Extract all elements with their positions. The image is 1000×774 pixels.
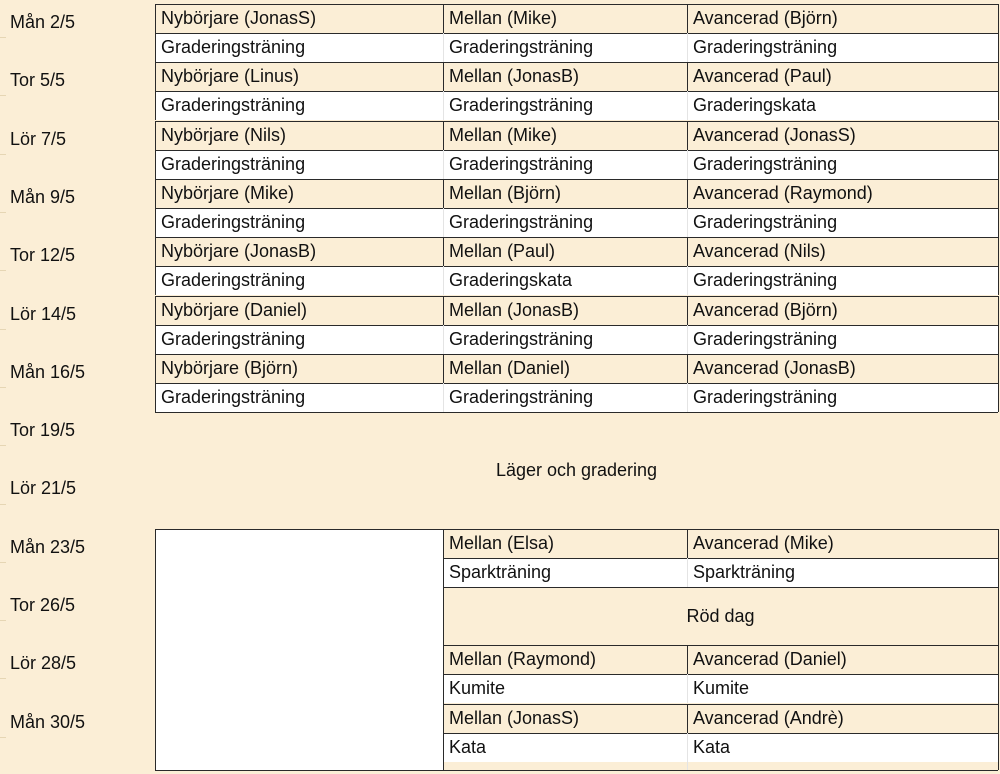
grid-line: [155, 33, 998, 34]
topic-cell[interactable]: Graderingsträning: [688, 150, 998, 179]
session-cell[interactable]: Avancerad (Björn): [688, 4, 998, 33]
holiday-note: Röd dag: [686, 605, 755, 626]
grid-line: [687, 296, 688, 325]
grid-line: [443, 150, 444, 179]
grid-line: [155, 325, 998, 326]
grid-line: [443, 237, 444, 266]
session-cell[interactable]: Avancerad (Nils): [688, 237, 998, 266]
date-label: Lör 7/5: [10, 129, 67, 149]
grid-line: [687, 354, 688, 383]
grid-line: [155, 179, 156, 237]
row-tick: [0, 620, 6, 621]
grid-line: [155, 91, 998, 92]
session-cell[interactable]: Mellan (Daniel): [444, 354, 687, 383]
grid-line: [687, 237, 688, 266]
grid-line: [443, 558, 998, 559]
topic-cell[interactable]: Graderingsträning: [688, 208, 998, 237]
session-cell[interactable]: Nybörjare (Mike): [156, 179, 443, 208]
grid-line: [155, 62, 998, 63]
grid-line: [687, 179, 688, 208]
date-label: Lör 14/5: [10, 304, 77, 324]
date-label: Mån 9/5: [10, 187, 76, 207]
row-tick: [0, 562, 6, 563]
grid-line: [443, 208, 444, 237]
grid-line: [443, 529, 444, 770]
session-cell[interactable]: Mellan (Elsa): [444, 529, 687, 558]
row-tick: [0, 445, 6, 446]
session-cell[interactable]: Avancerad (JonasS): [688, 121, 998, 150]
topic-cell[interactable]: Graderingsträning: [156, 383, 443, 412]
topic-cell[interactable]: Graderingsträning: [156, 150, 443, 179]
row-tick: [0, 37, 6, 38]
grid-line: [687, 33, 688, 62]
session-cell[interactable]: Mellan (Björn): [444, 179, 687, 208]
grid-line: [443, 645, 998, 646]
grid-line: [443, 62, 444, 91]
grid-line: [155, 412, 998, 413]
grid-line: [998, 121, 999, 179]
session-cell[interactable]: Mellan (Raymond): [444, 645, 687, 674]
grid-line: [443, 587, 998, 588]
session-cell[interactable]: Nybörjare (Daniel): [156, 296, 443, 325]
grid-line: [155, 4, 156, 62]
row-tick: [0, 154, 6, 155]
session-cell[interactable]: Nybörjare (Linus): [156, 62, 443, 91]
topic-cell[interactable]: Graderingsträning: [444, 383, 687, 412]
topic-cell[interactable]: Graderingsträning: [444, 150, 687, 179]
grid-line: [155, 179, 998, 180]
topic-cell[interactable]: Kumite: [444, 674, 687, 703]
grid-line: [443, 296, 444, 325]
grid-line: [443, 121, 444, 150]
grid-line: [443, 91, 444, 120]
topic-cell[interactable]: Kata: [688, 733, 998, 762]
grid-line: [443, 266, 444, 295]
grid-line: [443, 383, 444, 412]
topic-cell[interactable]: Graderingsträning: [688, 266, 998, 295]
session-cell[interactable]: Avancerad (Paul): [688, 62, 998, 91]
grid-line: [687, 208, 688, 237]
session-cell[interactable]: Mellan (JonasS): [444, 704, 687, 733]
topic-cell[interactable]: Graderingsträning: [444, 33, 687, 62]
grid-line: [155, 150, 998, 151]
grid-line: [155, 266, 998, 267]
grid-line: [687, 704, 688, 733]
row-tick: [0, 95, 6, 96]
topic-cell[interactable]: Graderingsträning: [156, 208, 443, 237]
topic-cell[interactable]: Graderingsträning: [156, 33, 443, 62]
date-label: Tor 19/5: [10, 420, 76, 440]
grid-line: [443, 33, 444, 62]
session-cell[interactable]: Nybörjare (Björn): [156, 354, 443, 383]
grid-line: [443, 733, 998, 734]
grid-line: [155, 770, 998, 771]
topic-cell[interactable]: Graderingskata: [688, 91, 998, 120]
row-tick: [0, 212, 6, 213]
grid-line: [687, 62, 688, 91]
topic-cell[interactable]: Graderingsträning: [444, 325, 687, 354]
date-label: Mån 2/5: [10, 12, 76, 32]
grid-line: [998, 62, 999, 120]
topic-cell[interactable]: Graderingskata: [444, 266, 687, 295]
grid-line: [155, 296, 156, 354]
grid-line: [687, 121, 688, 150]
date-label: Tor 26/5: [10, 595, 76, 615]
grid-line: [155, 237, 998, 238]
grid-line: [155, 354, 998, 355]
session-cell[interactable]: Mellan (JonasB): [444, 296, 687, 325]
grid-line: [687, 150, 688, 179]
date-label: Mån 23/5: [10, 537, 86, 557]
grid-line: [687, 266, 688, 295]
grid-line: [443, 325, 444, 354]
topic-cell[interactable]: Sparkträning: [444, 558, 687, 587]
session-cell[interactable]: Mellan (Mike): [444, 121, 687, 150]
grid-line: [155, 4, 998, 5]
topic-cell[interactable]: Graderingsträning: [444, 208, 687, 237]
session-cell[interactable]: Avancerad (Raymond): [688, 179, 998, 208]
grid-line: [155, 237, 156, 295]
date-label: Lör 21/5: [10, 478, 77, 498]
grid-line: [687, 529, 688, 558]
empty-block: [156, 529, 443, 771]
grid-line: [443, 704, 998, 705]
topic-cell[interactable]: Graderingsträning: [156, 266, 443, 295]
row-tick: [0, 270, 6, 271]
session-cell[interactable]: Avancerad (Daniel): [688, 645, 998, 674]
topic-cell[interactable]: Graderingsträning: [688, 33, 998, 62]
session-cell[interactable]: Avancerad (JonasB): [688, 354, 998, 383]
grid-line: [443, 674, 998, 675]
topic-cell[interactable]: Graderingsträning: [688, 383, 998, 412]
grid-line: [687, 733, 688, 770]
session-cell[interactable]: Nybörjare (JonasB): [156, 237, 443, 266]
session-cell[interactable]: Nybörjare (JonasS): [156, 4, 443, 33]
grid-line: [155, 121, 156, 179]
grid-line: [998, 529, 999, 770]
grid-line: [443, 179, 444, 208]
date-label: Tor 12/5: [10, 245, 76, 265]
grid-line: [155, 208, 998, 209]
grid-line: [687, 325, 688, 354]
session-cell[interactable]: Avancerad (Björn): [688, 296, 998, 325]
date-column: [0, 0, 155, 774]
grid-line: [687, 4, 688, 33]
session-cell[interactable]: Mellan (JonasB): [444, 62, 687, 91]
row-tick: [0, 387, 6, 388]
grid-line: [687, 558, 688, 587]
grid-line: [687, 674, 688, 703]
date-label: Mån 30/5: [10, 712, 86, 732]
topic-cell[interactable]: Kata: [444, 733, 687, 762]
session-cell[interactable]: Avancerad (Mike): [688, 529, 998, 558]
grid-line: [155, 529, 156, 770]
session-cell[interactable]: Mellan (Paul): [444, 237, 687, 266]
grid-line: [155, 529, 998, 530]
topic-cell[interactable]: Graderingsträning: [156, 91, 443, 120]
grid-line: [687, 645, 688, 674]
topic-cell[interactable]: Graderingsträning: [444, 91, 687, 120]
grid-line: [998, 4, 999, 62]
grid-line: [155, 62, 156, 120]
grid-line: [155, 296, 998, 297]
grid-line: [155, 121, 998, 122]
grid-line: [687, 91, 688, 120]
date-label: Lör 28/5: [10, 653, 77, 673]
grid-line: [443, 4, 444, 33]
session-cell[interactable]: Mellan (Mike): [444, 4, 687, 33]
grid-line: [998, 237, 999, 295]
session-cell[interactable]: Avancerad (Andrè): [688, 704, 998, 733]
grid-line: [998, 354, 999, 412]
topic-cell[interactable]: Graderingsträning: [156, 325, 443, 354]
topic-cell[interactable]: Graderingsträning: [688, 325, 998, 354]
camp-note: Läger och gradering: [495, 460, 658, 480]
row-tick: [0, 678, 6, 679]
grid-line: [687, 383, 688, 412]
date-label: Tor 5/5: [10, 70, 66, 90]
row-tick: [0, 504, 6, 505]
row-tick: [0, 737, 6, 738]
row-tick: [0, 329, 6, 330]
date-label: Mån 16/5: [10, 362, 86, 382]
topic-cell[interactable]: Sparkträning: [688, 558, 998, 587]
session-cell[interactable]: Nybörjare (Nils): [156, 121, 443, 150]
grid-line: [998, 296, 999, 354]
topic-cell[interactable]: Kumite: [688, 674, 998, 703]
grid-line: [443, 354, 444, 383]
grid-line: [155, 354, 156, 412]
grid-line: [155, 383, 998, 384]
grid-line: [998, 179, 999, 237]
